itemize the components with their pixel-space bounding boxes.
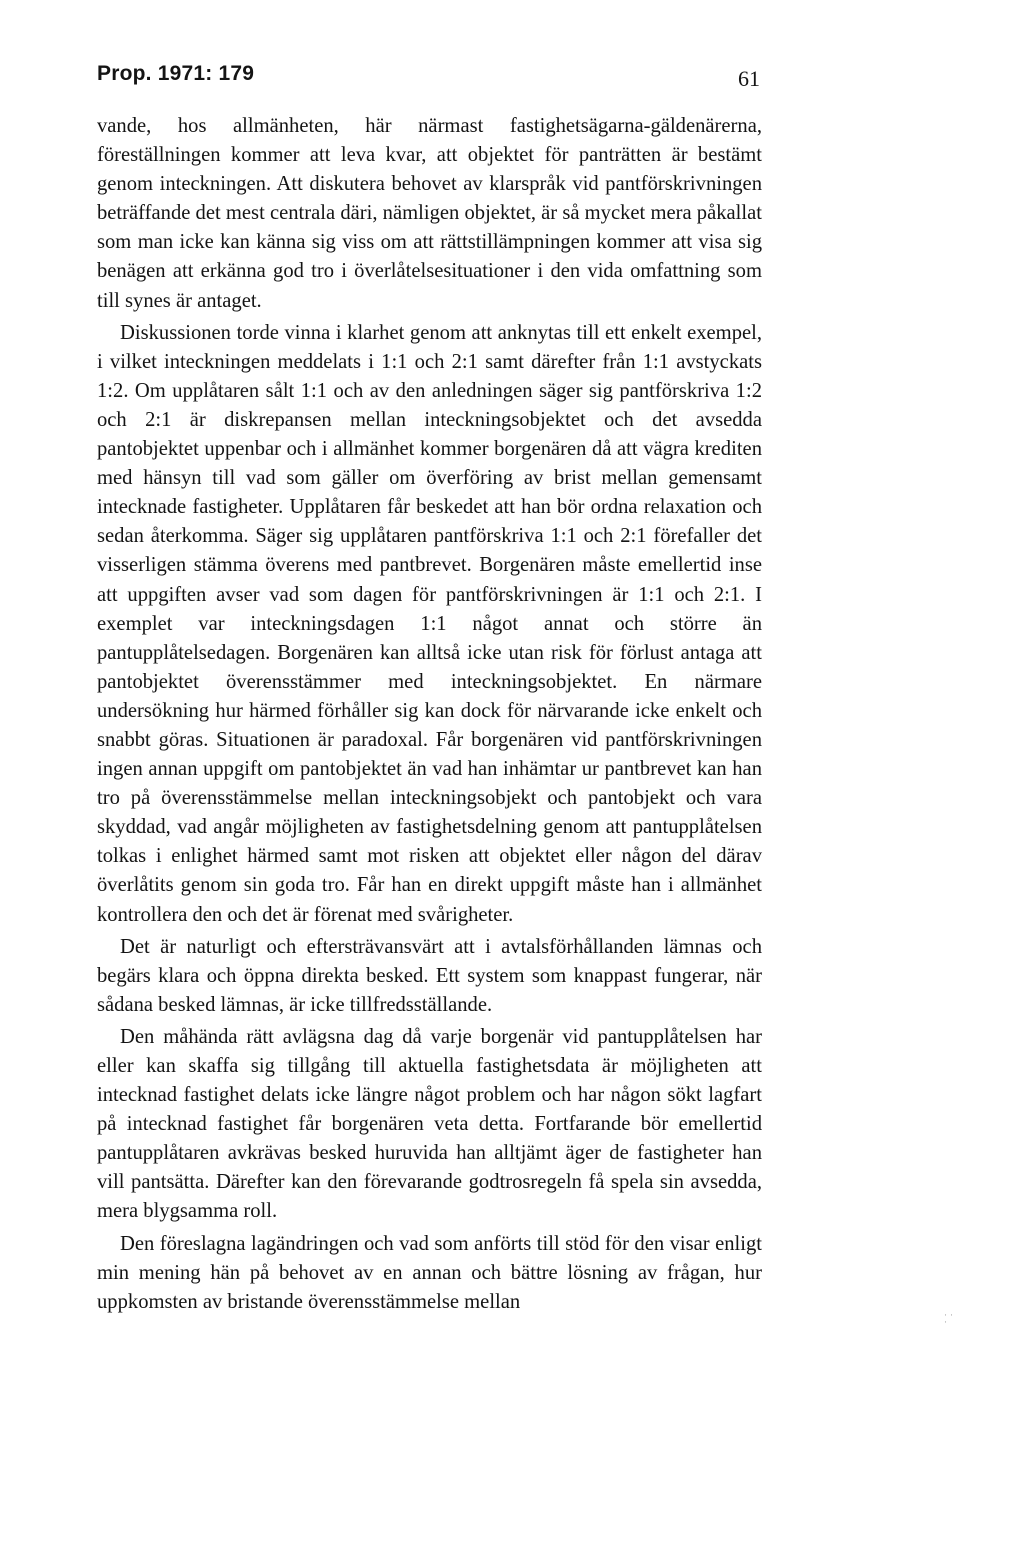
paragraph: Det är naturligt och eftersträvansvärt att i avtalsförhållanden lämnas och begärs klara och öppna direkta besked. Ett system som knappast fungerar, när sådana besked lämnas, är icke tillfredsställande. bbox=[97, 935, 762, 1016]
paragraph: Den måhända rätt avlägsna dag då varje borgenär vid pantupplåtelsen har eller kan skaffa sig tillgång till aktuella fastighetsdata är möjligheten att intecknad fastighet delats icke längre något problem och har någon sökt lagfart på intecknad fastighet får borgenären veta detta. Fortfarande bör emellertid pantupplåtaren avkrävas besked huruvida han alltjämt äger de fastigheter han vill pantsätta. Därefter kan den förevarande godtrosregeln få spela sin avsedda, mera blygsamma roll. bbox=[97, 1025, 762, 1223]
body-text bbox=[97, 112, 762, 1320]
document-reference: Prop. 1971: 179 bbox=[97, 62, 255, 85]
page-number: 61 bbox=[738, 66, 760, 91]
paragraph-continued: vande, hos allmänheten, här närmast fastighetsägarna-gäldenärerna, föreställningen kommer att leva kvar, att objektet för panträtten är bestämt genom inteckningen. Att diskutera behovet av klarspråk vid pantförskrivningen beträffande det mest centrala däri, nämligen objektet, är så mycket mera påkallat som man icke kan känna sig viss om att rättstillämpningen kommer att visa sig benägen att erkänna god tro i överlåtelsesituationer i den vida omfattning som till synes är antaget. bbox=[97, 115, 762, 312]
paragraph: Diskussionen torde vinna i klarhet genom att anknytas till ett enkelt exempel, i vilket inteckningen meddelats i 1:1 och 2:1 samt därefter från 1:1 avstyckats 1:2. Om upplåtaren sålt 1:1 och av den anledningen säger sig pantförskriva 1:2 och 2:1 är diskrepansen mellan inteckningsobjektet och det avsedda pantobjektet uppenbar och i allmänhet kommer borgenären då att vägra krediten med hänsyn till vad som gäller om överföring av brist mellan gemensamt intecknade fastigheter. Upplåtaren får beskedet att han bör ordna relaxation och sedan återkomma. Säger sig upplåtaren pantförskriva 1:1 och 2:1 förefaller det visserligen stämma överens med pantbrevet. Borgenären måste emellertid inse att uppgiften avser vad som dagen för pantförskrivningen är 1:1 och 2:1. I exemplet var inteckningsdagen 1:1 något annat och större än pantupplåtelsedagen. Borgenären kan alltså icke utan risk för förlust antaga att pantobjektet överensstämmer med inteckningsobjektet. En närmare undersökning hur härmed förhåller sig kan dock för närvarande icke enkelt och snabbt göras. Situationen är paradoxal. Får borgenären vid pantförskrivningen ingen annan uppgift om pantobjektet än vad han inhämtar ur pantbrevet kan han tro på överensstämmelse mellan inteckningsobjekt och pantobjekt och vara skyddad, vad angår möjligheten av fastighetsdelning genom att pantupplåtelsen tolkas i enlighet härmed samt mot risken att objektet eller någon del därav överlåtits genom sin goda tro. Får han en direkt uppgift måste han i allmänhet kontrollera den och det är förenat med svårigheter. bbox=[97, 321, 762, 926]
paragraph: Den föreslagna lagändringen och vad som anförts till stöd för den visar enligt min mening hän på behovet av en annan och bättre lösning av frågan, hur uppkomsten av bristande överensstämmelse mellan bbox=[97, 1232, 762, 1313]
scan-speck: ·· · bbox=[944, 1310, 956, 1327]
running-header bbox=[97, 62, 760, 92]
